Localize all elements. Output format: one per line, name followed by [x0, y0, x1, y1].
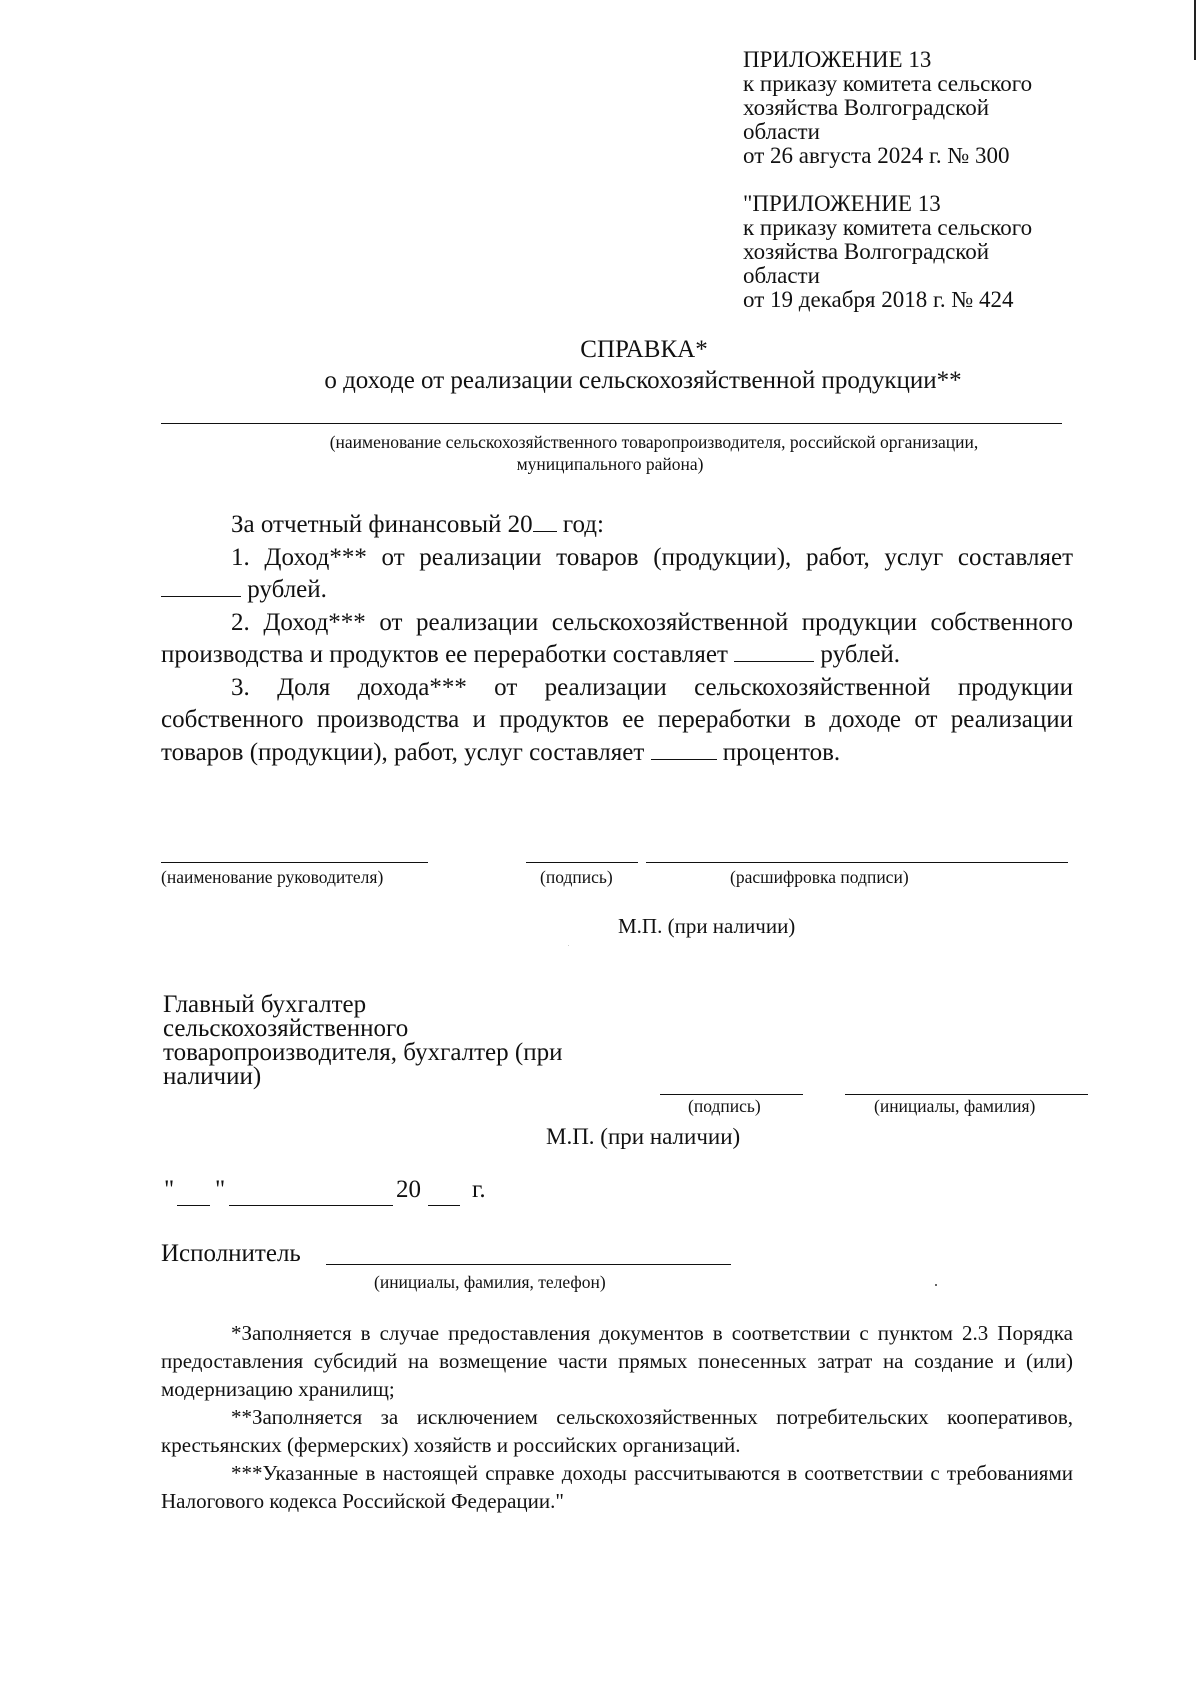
item-3-blank	[651, 739, 717, 760]
footnotes	[161, 1319, 1073, 1515]
document-subtitle: о доходе от реализации сельскохозяйственной продукции**	[324, 367, 962, 394]
document-title: СПРАВКА*	[580, 336, 708, 363]
item-2-text: 2. Доход*** от реализации сельскохозяйственной продукции собственного производства и продуктов ее переработки составляет	[161, 608, 1073, 668]
appendix-line: к приказу комитета сельского	[743, 71, 1033, 96]
head-name-caption: (наименование руководителя)	[161, 867, 384, 887]
date-month-blank	[229, 1205, 393, 1206]
item-3	[161, 672, 1073, 770]
period-suffix: год:	[556, 511, 604, 538]
chief-initials-caption: (инициалы, фамилия)	[874, 1096, 1036, 1116]
appendix-line: ПРИЛОЖЕНИЕ 13	[743, 47, 932, 72]
appendix-line: "ПРИЛОЖЕНИЕ 13	[743, 191, 941, 216]
item-2-blank	[734, 641, 814, 662]
appendix-previous	[743, 192, 1123, 312]
scan-edge-mark	[1194, 0, 1196, 60]
head-signature-caption: (подпись)	[540, 867, 613, 887]
date-open-quote: "	[164, 1176, 175, 1203]
appendix-line: области	[743, 263, 820, 288]
head-name-line	[161, 862, 428, 863]
appendix-line: от 19 декабря 2018 г. № 424	[743, 287, 1014, 312]
scan-speck	[568, 945, 569, 946]
period-prefix: За отчетный финансовый 20	[231, 511, 533, 538]
item-2	[161, 607, 1073, 672]
appendix-line: хозяйства Волгоградской	[743, 95, 990, 120]
appendix-line: от 26 августа 2024 г. № 300	[743, 143, 1010, 168]
footnote-1: *Заполняется в случае предоставления документов в соответствии с пунктом 2.3 Порядка предоставления субсидий на возмещение части прямых понесенных затрат на создание и (или) модернизацию хранилищ;	[161, 1321, 1073, 1401]
item-1	[161, 542, 1073, 607]
executor-line	[326, 1264, 731, 1265]
head-decoding-line	[646, 862, 1068, 863]
date-day-blank	[177, 1205, 210, 1206]
chief-accountant-title	[163, 993, 643, 1089]
period-line	[161, 509, 1073, 542]
chief-line: наличии)	[163, 1063, 262, 1090]
footnote-3: ***Указанные в настоящей справке доходы рассчитываются в соответствии с требованиями Налогового кодекса Российской Федерации."	[161, 1461, 1073, 1513]
appendix-line: к приказу комитета сельского	[743, 215, 1033, 240]
appendix-line: области	[743, 119, 820, 144]
item-3-suffix: процентов.	[716, 738, 841, 766]
chief-line: сельскохозяйственного	[163, 1015, 409, 1042]
executor-label: Исполнитель	[161, 1240, 301, 1267]
appendix-line: хозяйства Волгоградской	[743, 239, 990, 264]
executor-caption: (инициалы, фамилия, телефон)	[374, 1272, 606, 1292]
chief-line: Главный бухгалтер	[163, 991, 367, 1018]
footnote-2: **Заполняется за исключением сельскохозяйственных потребительских кооперативов, крестьянских (фермерских) хозяйств и российских организаций.	[161, 1405, 1073, 1457]
appendix-current	[743, 48, 1123, 168]
date-year-blank	[428, 1205, 460, 1206]
producer-caption-line2: муниципального района)	[516, 454, 704, 474]
date-year-prefix: 20	[396, 1176, 421, 1203]
date-year-suffix: г.	[472, 1176, 486, 1203]
producer-name-line	[161, 423, 1062, 424]
chief-line: товаропроизводителя, бухгалтер (при	[163, 1039, 563, 1066]
report-body	[161, 509, 1073, 769]
head-signature-line	[526, 862, 638, 863]
producer-caption-line1: (наименование сельскохозяйственного товаропроизводителя, российской организации,	[329, 432, 979, 452]
head-stamp-note: М.П. (при наличии)	[618, 914, 796, 938]
item-1-blank	[161, 576, 241, 597]
chief-stamp-note: М.П. (при наличии)	[546, 1124, 741, 1149]
item-1-suffix: рублей.	[241, 576, 327, 603]
item-3-text: 3. Доля дохода*** от реализации сельскохозяйственной продукции собственного производства и продуктов ее переработки в доходе от реализации товаров (продукции), работ, услуг составляет	[161, 673, 1073, 766]
year-blank	[533, 511, 557, 532]
head-decoding-caption: (расшифровка подписи)	[730, 867, 909, 887]
item-2-suffix: рублей.	[814, 641, 901, 668]
item-1-text: 1. Доход*** от реализации товаров (продукции), работ, услуг составляет	[231, 543, 1073, 571]
chief-signature-caption: (подпись)	[688, 1096, 761, 1116]
date-close-quote: "	[215, 1176, 226, 1203]
scan-dot	[935, 1284, 937, 1286]
